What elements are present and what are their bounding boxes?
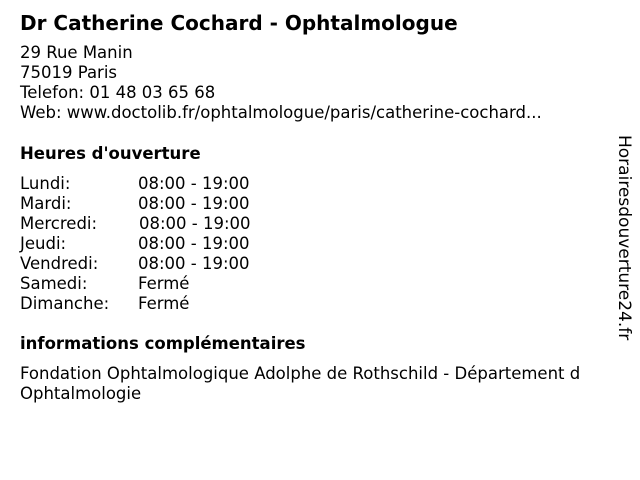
address-block [20,43,542,123]
time-value: 08:00 - 19:00 [138,194,250,213]
additional-info-text [20,364,620,404]
page-title: Dr Catherine Cochard - Ophtalmologue [20,11,458,35]
day-label: Samedi: [20,274,88,293]
additional-info-line: Ophtalmologie [20,384,142,403]
additional-info-heading: informations complémentaires [20,334,306,353]
address-city: 75019 Paris [20,63,118,82]
time-value: 08:00 - 19:00 [138,254,250,273]
website-link[interactable]: Web: www.doctolib.fr/ophtalmologue/paris/catherine-cochard... [20,103,542,122]
phone-number: Telefon: 01 48 03 65 68 [20,83,216,102]
time-value: 08:00 - 19:00 [138,174,250,193]
site-watermark: Horairesdouverture24.fr [614,135,634,341]
day-label: Lundi: [20,174,71,193]
day-label: Dimanche: [20,294,110,313]
time-value: Fermé [138,294,190,313]
day-label: Vendredi: [20,254,99,273]
address-street: 29 Rue Manin [20,43,133,62]
additional-info-line: Fondation Ophtalmologique Adolphe de Rothschild - Département d [20,364,581,383]
day-label: Jeudi: [20,234,67,253]
day-label: Mercredi: [20,214,98,233]
time-value: 08:00 - 19:00 [138,234,250,253]
day-label: Mardi: [20,194,72,213]
opening-hours-heading: Heures d'ouverture [20,144,201,163]
time-value: Fermé [138,274,190,293]
time-value: 08:00 - 19:00 [139,214,251,233]
